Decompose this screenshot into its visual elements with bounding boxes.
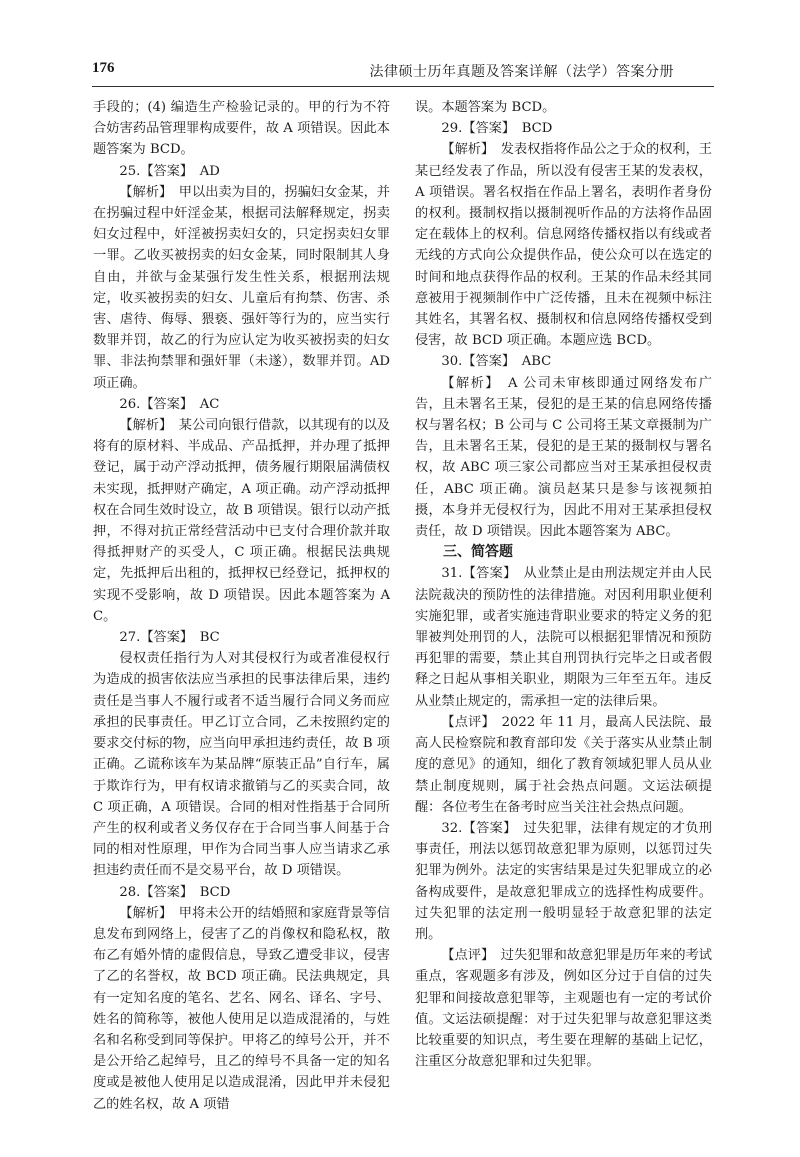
explanation-29: 【解析】 发表权指将作品公之于众的权利，王某已经发表了作品，所以没有侵害王某的发表权，A 项错误。署名权指在作品上署名，表明作者身份的权利。摄制权指以摄制视听作品的方法将作品固定在载体上的权利。信息网络传播权指以有线或者无线的方式向公众提供作品，使公众可以在选定的时间和地点获得作品的权利。王某的作品未经其同意被用于视频制作中广泛传播，且未在视频中标注其姓名，其署名权、摄制权和信息网络传播权受到侵害，故 BCD 项正确。本题应选 BCD。 xyxy=(415,142,712,349)
answer-25: 25.【答案】 AD xyxy=(119,163,220,179)
left-column xyxy=(93,97,390,1115)
answer-28: 28.【答案】 BCD xyxy=(119,884,231,900)
answer-32: 32.【答案】 过失犯罪，法律有规定的才负刑事责任，刑法以惩罚故意犯罪为原则，以惩罚过失犯罪为例外。法定的实害结果是过失犯罪成立的必备构成要件，是故意犯罪成立的选择性构成要件。过失犯罪的法定刑一般明显轻于故意犯罪的法定刑。 xyxy=(415,820,712,942)
answer-29: 29.【答案】 BCD xyxy=(441,121,553,137)
explanation-28: 【解析】 甲将未公开的结婚照和家庭背景等信息发布到网络上，侵害了乙的肖像权和隐私权，散布乙有婚外情的虚假信息，导致乙遭受非议，侵害了乙的名誉权，故 BCD 项正确。民法典规定，具有一定知名度的笔名、艺名、网名、译名、字号、姓名的简称等，被他人使用足以造成混淆的，与姓名和名称受到同等保护。甲将乙的绰号公开，并不是公开给乙起绰号，且乙的绰号不具备一定的知名度或是被他人使用足以造成混淆，因此甲并未侵犯乙的姓名权，故 A 项错 xyxy=(93,905,390,1112)
page-number: 176 xyxy=(92,60,115,76)
comment-31: 【点评】 2022 年 11 月，最高人民法院、最高人民检察院和教育部印发《关于落实从业禁止制度的意见》的通知，细化了教育领域犯罪人员从业禁止制度规则，属于社会热点问题。文运法硕提醒：各位考生在备考时应当关注社会热点问题。 xyxy=(415,714,712,815)
answer-27: 27.【答案】 BC xyxy=(119,630,220,646)
comment-32: 【点评】 过失犯罪和故意犯罪是历年来的考试重点，客观题多有涉及，例如区分过于自信的过失犯罪和间接故意犯罪等，主观题也有一定的考试价值。文运法硕提醒：对于过失犯罪与故意犯罪这类比较重要的知识点，考生要在理解的基础上记忆，注重区分故意犯罪和过失犯罪。 xyxy=(415,948,712,1070)
section-heading: 三、简答题 xyxy=(443,544,513,561)
explanation-27: 侵权责任指行为人对其侵权行为或者准侵权行为造成的损害依法应当承担的民事法律后果，违约责任是当事人不履行或者不适当履行合同义务而应承担的民事责任。甲乙订立合同，乙未按照约定的要求交付标的物，应当向甲承担违约责任，故 B 项正确。乙谎称该车为某品牌“原装正品”自行车，属于欺诈行为，甲有权请求撤销与乙的买卖合同，故 C 项正确，A 项错误。合同的相对性指基于合同所产生的权利或者义务仅存在于合同当事人间基于合同的相对性原理，甲作为合同当事人应当请求乙承担违约责任而不是交易平台，故 D 项错误。 xyxy=(93,651,390,879)
answer-26: 26.【答案】 AC xyxy=(119,396,220,412)
paragraph-continuation: 手段的；(4) 编造生产检验记录的。甲的行为不符合妨害药品管理罪构成要件，故 A 项错误。因此本题答案为 BCD。 xyxy=(93,100,390,158)
answer-30: 30.【答案】 ABC xyxy=(441,354,552,370)
explanation-30: 【解析】 A 公司未审核即通过网络发布广告，且未署名王某，侵犯的是王某的信息网络传播权与署名权；B 公司与 C 公司将王某文章摄制为广告，且未署名王某，侵犯的是王某的摄制权与署名权，故 ABC 项三家公司都应当对王某承担侵权责任，ABC 项正确。演员赵某只是参与该视频拍摄，本身并无侵权行为，因此不用对王某承担侵权责任，故 D 项错误。因此本题答案为 ABC。 xyxy=(415,375,712,540)
right-column xyxy=(415,97,712,1072)
answer-31: 31.【答案】 从业禁止是由刑法规定并由人民法院裁决的预防性的法律措施。对因利用职业便利实施犯罪，或者实施违背职业要求的特定义务的犯罪被判处刑罚的人，法院可以根据犯罪情况和预防再犯罪的需要，禁止其自刑罚执行完毕之日或者假释之日起从事相关职业，期限为三年至五年。违反从业禁止规定的，需承担一定的法律后果。 xyxy=(415,566,712,709)
explanation-26: 【解析】 某公司向银行借款，以其现有的以及将有的原材料、半成品、产品抵押，并办理了抵押登记，属于动产浮动抵押，债务履行期限届满债权未实现，抵押财产确定，A 项正确。动产浮动抵押权在合同生效时设立，故 B 项错误。银行以动产抵押，不得对抗正常经营活动中已支付合理价款并取得抵押财产的买受人，C 项正确。根据民法典规定，先抵押后出租的，抵押权已经登记，抵押权的实现不受影响，故 D 项错误。因此本题答案为 AC。 xyxy=(93,418,390,624)
running-title: 法律硕士历年真题及答案详解（法学）答案分册 xyxy=(369,64,674,80)
explanation-25: 【解析】 甲以出卖为目的，拐骗妇女金某，并在拐骗过程中奸淫金某，根据司法解释规定，拐卖妇女过程中，奸淫被拐卖妇女的，只定拐卖妇女罪一罪。乙收买被拐卖的妇女金某，同时限制其人身自由，并欲与金某强行发生性关系，根据刑法规定，收买被拐卖的妇女、儿童后有拘禁、伤害、杀害、虐待、侮辱、猥亵、强奸等行为的，应当实行数罪并罚，故乙的行为应认定为收买被拐卖的妇女罪、非法拘禁罪和强奸罪（未遂），数罪并罚。AD 项正确。 xyxy=(93,184,390,391)
paragraph-continuation: 误。本题答案为 BCD。 xyxy=(415,100,556,115)
page-header xyxy=(92,56,714,87)
